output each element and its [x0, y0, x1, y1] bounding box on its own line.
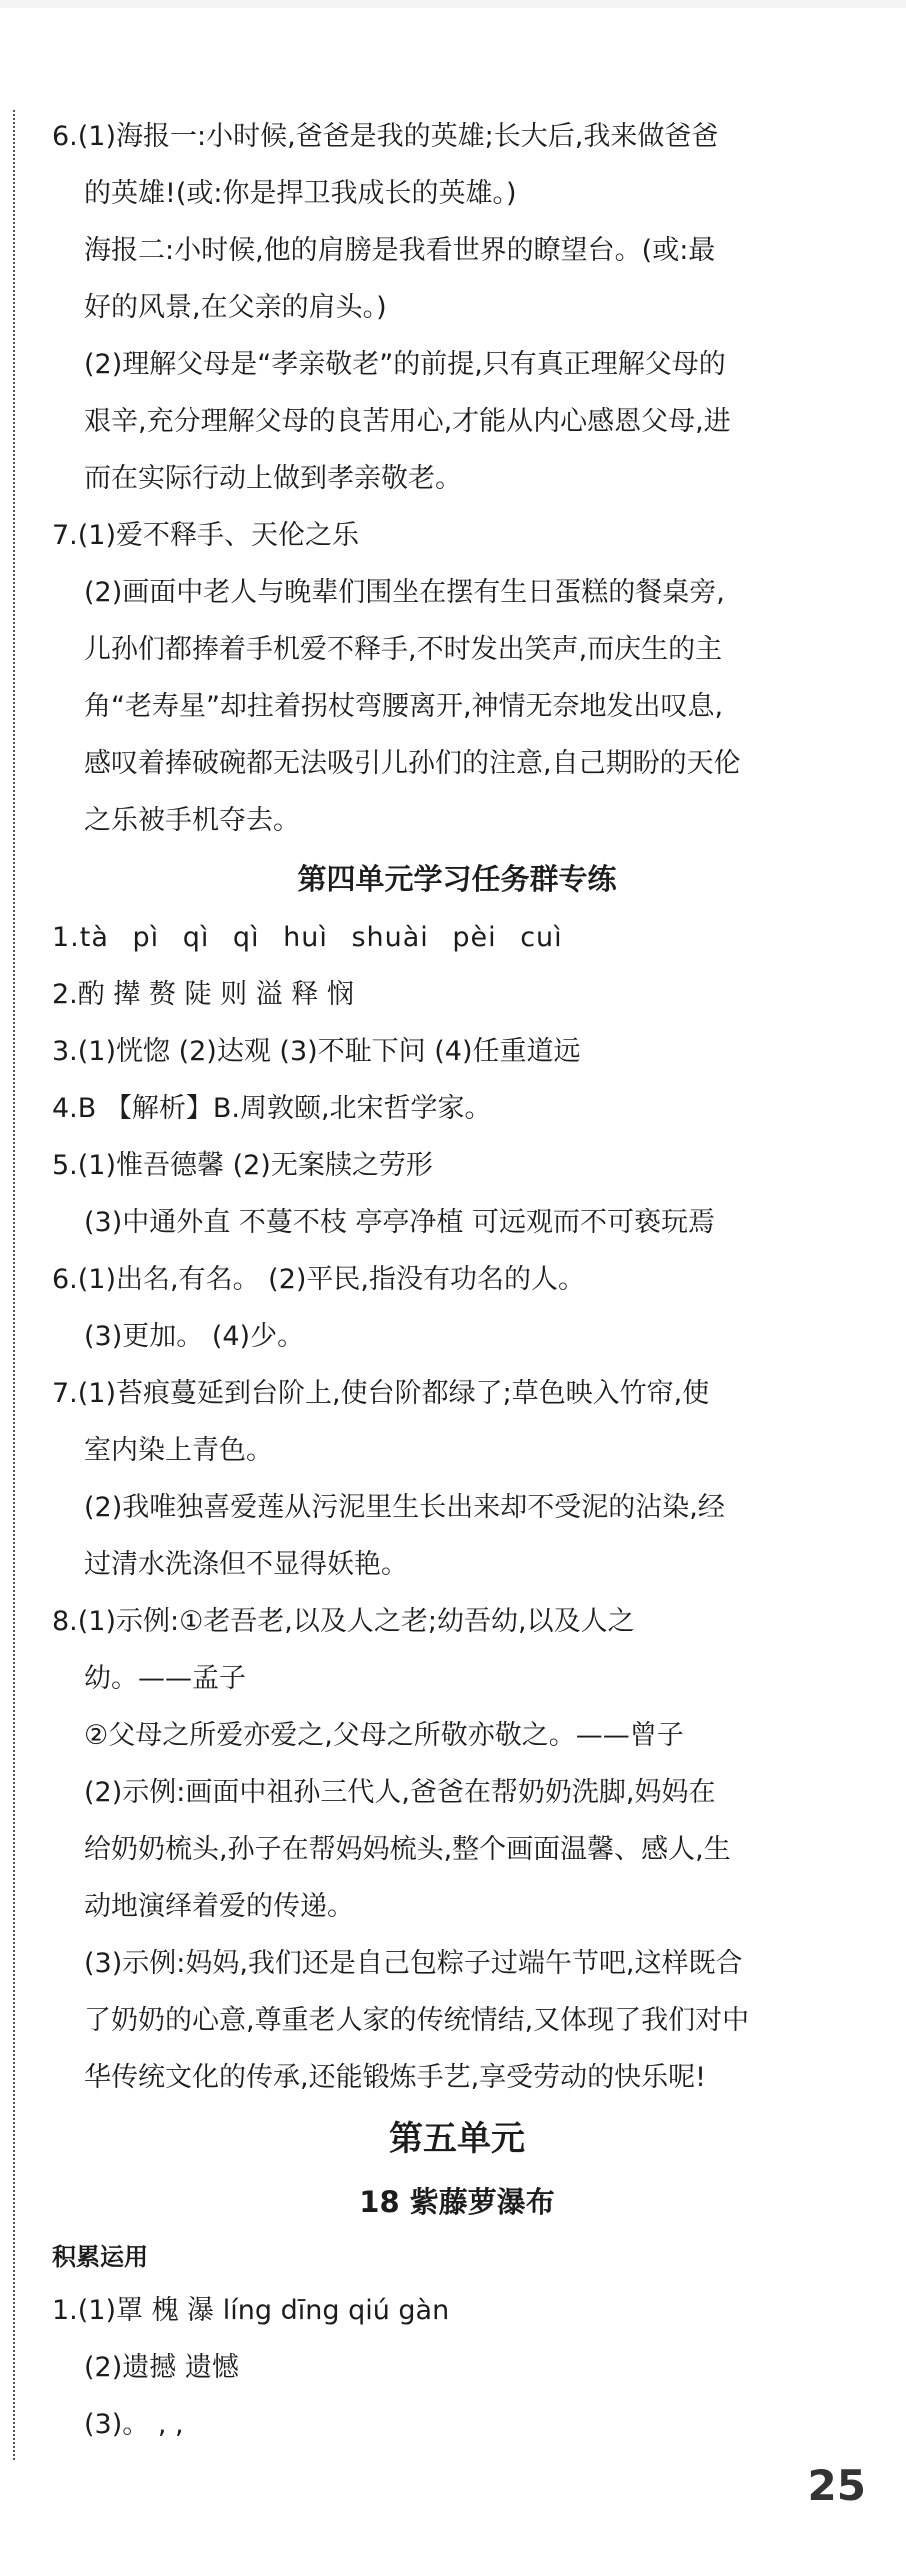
answer-line: 8.(1)示例:①老吾老,以及人之老;幼吾幼,以及人之	[52, 1606, 635, 1637]
answer-line: 动地演绎着爱的传递。	[84, 1891, 354, 1922]
answer-line: 5.(1)惟吾德馨 (2)无案牍之劳形	[52, 1150, 433, 1181]
answer-line: 2.酌 撵 赘 陡 则 溢 释 悯	[52, 979, 354, 1010]
answer-line: 幼。——孟子	[84, 1663, 246, 1694]
answer-line: 角“老寿星”却拄着拐杖弯腰离开,神情无奈地发出叹息,	[84, 691, 724, 722]
answer-line: 7.(1)爱不释手、天伦之乐	[52, 520, 360, 551]
answer-line: (2)遗撼 遗憾	[84, 2352, 239, 2383]
answer-line: (3)。 , ,	[84, 2409, 184, 2440]
page-number: 25	[807, 2461, 866, 2510]
answer-line: (2)示例:画面中祖孙三代人,爸爸在帮奶奶洗脚,妈妈在	[84, 1777, 716, 1808]
answer-line: 给奶奶梳头,孙子在帮妈妈梳头,整个画面温馨、感人,生	[84, 1834, 731, 1865]
binding-dotted-line	[13, 110, 15, 2460]
answer-line: 华传统文化的传承,还能锻炼手艺,享受劳动的快乐呢!	[84, 2062, 706, 2093]
answer-line: 1.(1)罩 槐 瀑 líng dīng qiú gàn	[52, 2295, 450, 2326]
answer-line: 4.B 【解析】B.周敦颐,北宋哲学家。	[52, 1093, 492, 1124]
subsection-title: 积累运用	[52, 2243, 148, 2271]
answer-line: 之乐被手机夺去。	[84, 805, 300, 836]
answer-line: 7.(1)苔痕蔓延到台阶上,使台阶都绿了;草色映入竹帘,使	[52, 1378, 710, 1409]
lesson-title: 18 紫藤萝瀑布	[359, 2185, 555, 2219]
answer-line: 好的风景,在父亲的肩头。)	[84, 292, 387, 323]
answer-line: (3)更加。 (4)少。	[84, 1321, 305, 1352]
answer-line: (3)中通外直 不蔓不枝 亭亭净植 可远观而不可亵玩焉	[84, 1207, 715, 1238]
answer-line: 的英雄!(或:你是捍卫我成长的英雄。)	[84, 178, 517, 209]
answer-line: ②父母之所爱亦爱之,父母之所敬亦敬之。——曾子	[84, 1720, 684, 1751]
answer-line: 过清水洗涤但不显得妖艳。	[84, 1549, 408, 1580]
answer-line: 6.(1)出名,有名。 (2)平民,指没有功名的人。	[52, 1264, 585, 1295]
answer-line: 3.(1)恍惚 (2)达观 (3)不耻下问 (4)任重道远	[52, 1036, 581, 1067]
answer-content	[52, 108, 862, 2453]
answer-line: 海报二:小时候,他的肩膀是我看世界的瞭望台。(或:最	[84, 235, 716, 266]
answer-line: 艰辛,充分理解父母的良苦用心,才能从内心感恩父母,进	[84, 406, 731, 437]
answer-line: (2)画面中老人与晚辈们围坐在摆有生日蛋糕的餐桌旁,	[84, 577, 725, 608]
section-title: 第四单元学习任务群专练	[297, 862, 617, 896]
answer-line: (2)我唯独喜爱莲从污泥里生长出来却不受泥的沾染,经	[84, 1492, 725, 1523]
answer-line: 了奶奶的心意,尊重老人家的传统情结,又体现了我们对中	[84, 2005, 750, 2036]
unit-title: 第五单元	[389, 2119, 525, 2159]
answer-line: 6.(1)海报一:小时候,爸爸是我的英雄;长大后,我来做爸爸	[52, 121, 719, 152]
answer-line: (3)示例:妈妈,我们还是自己包粽子过端午节吧,这样既合	[84, 1948, 743, 1979]
answer-line: 感叹着捧破碗都无法吸引儿孙们的注意,自己期盼的天伦	[84, 748, 741, 779]
answer-line: 1.tà pì qì qì huì shuài pèi cuì	[52, 922, 563, 953]
answer-line: (2)理解父母是“孝亲敬老”的前提,只有真正理解父母的	[84, 349, 726, 380]
answer-line: 儿孙们都捧着手机爱不释手,不时发出笑声,而庆生的主	[84, 634, 723, 665]
answer-line: 而在实际行动上做到孝亲敬老。	[84, 463, 462, 494]
top-shade	[0, 0, 906, 8]
answer-line: 室内染上青色。	[84, 1435, 273, 1466]
